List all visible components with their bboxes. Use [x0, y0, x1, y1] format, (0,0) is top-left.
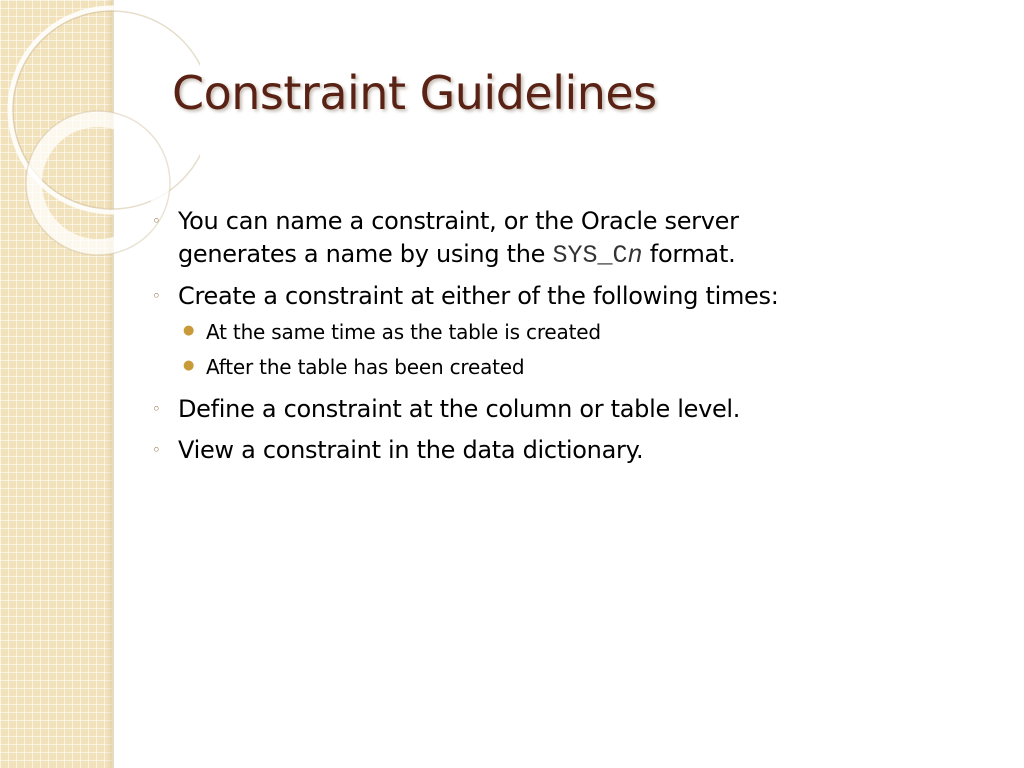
- slide-title: Constraint Guidelines: [172, 66, 657, 120]
- code-sys-cn: [552, 241, 642, 270]
- bullet-item-define-constraint: [150, 393, 970, 426]
- sub-bullet-item: [178, 350, 970, 385]
- slide-content: [150, 205, 970, 475]
- bullet-text: View a constraint in the data dictionary.: [178, 436, 644, 464]
- bullet-item-create-constraint: [150, 280, 970, 385]
- bullet-text: Create a constraint at either of the following times:: [178, 282, 779, 310]
- open-circle-bullet-icon: ◦: [152, 287, 161, 305]
- open-circle-bullet-icon: ◦: [152, 400, 161, 418]
- small-dot-bullet-icon: ●: [183, 323, 195, 338]
- code-prefix: SYS_C: [552, 241, 628, 270]
- bullet-item-name-constraint: [150, 205, 970, 272]
- open-circle-bullet-icon: ◦: [152, 441, 161, 459]
- code-variable: n: [627, 241, 643, 270]
- bullet-text-line1: You can name a constraint, or the Oracle server: [178, 207, 739, 235]
- sub-bullet-text: After the table has been created: [206, 355, 525, 379]
- bullet-list: [150, 205, 970, 467]
- sub-bullet-item: [178, 315, 970, 350]
- bullet-text: Define a constraint at the column or table level.: [178, 395, 741, 423]
- sub-bullet-text: At the same time as the table is created: [206, 320, 601, 344]
- small-dot-bullet-icon: ●: [183, 358, 195, 373]
- sub-bullet-list: [178, 315, 970, 385]
- bullet-item-view-constraint: [150, 434, 970, 467]
- deco-ring-thick: [34, 119, 162, 247]
- bullet-text-line2-after: format.: [642, 240, 736, 268]
- deco-ring-thick-outer: [26, 111, 170, 255]
- bullet-text-line2-before: generates a name by using the: [178, 240, 553, 268]
- open-circle-bullet-icon: ◦: [152, 212, 161, 230]
